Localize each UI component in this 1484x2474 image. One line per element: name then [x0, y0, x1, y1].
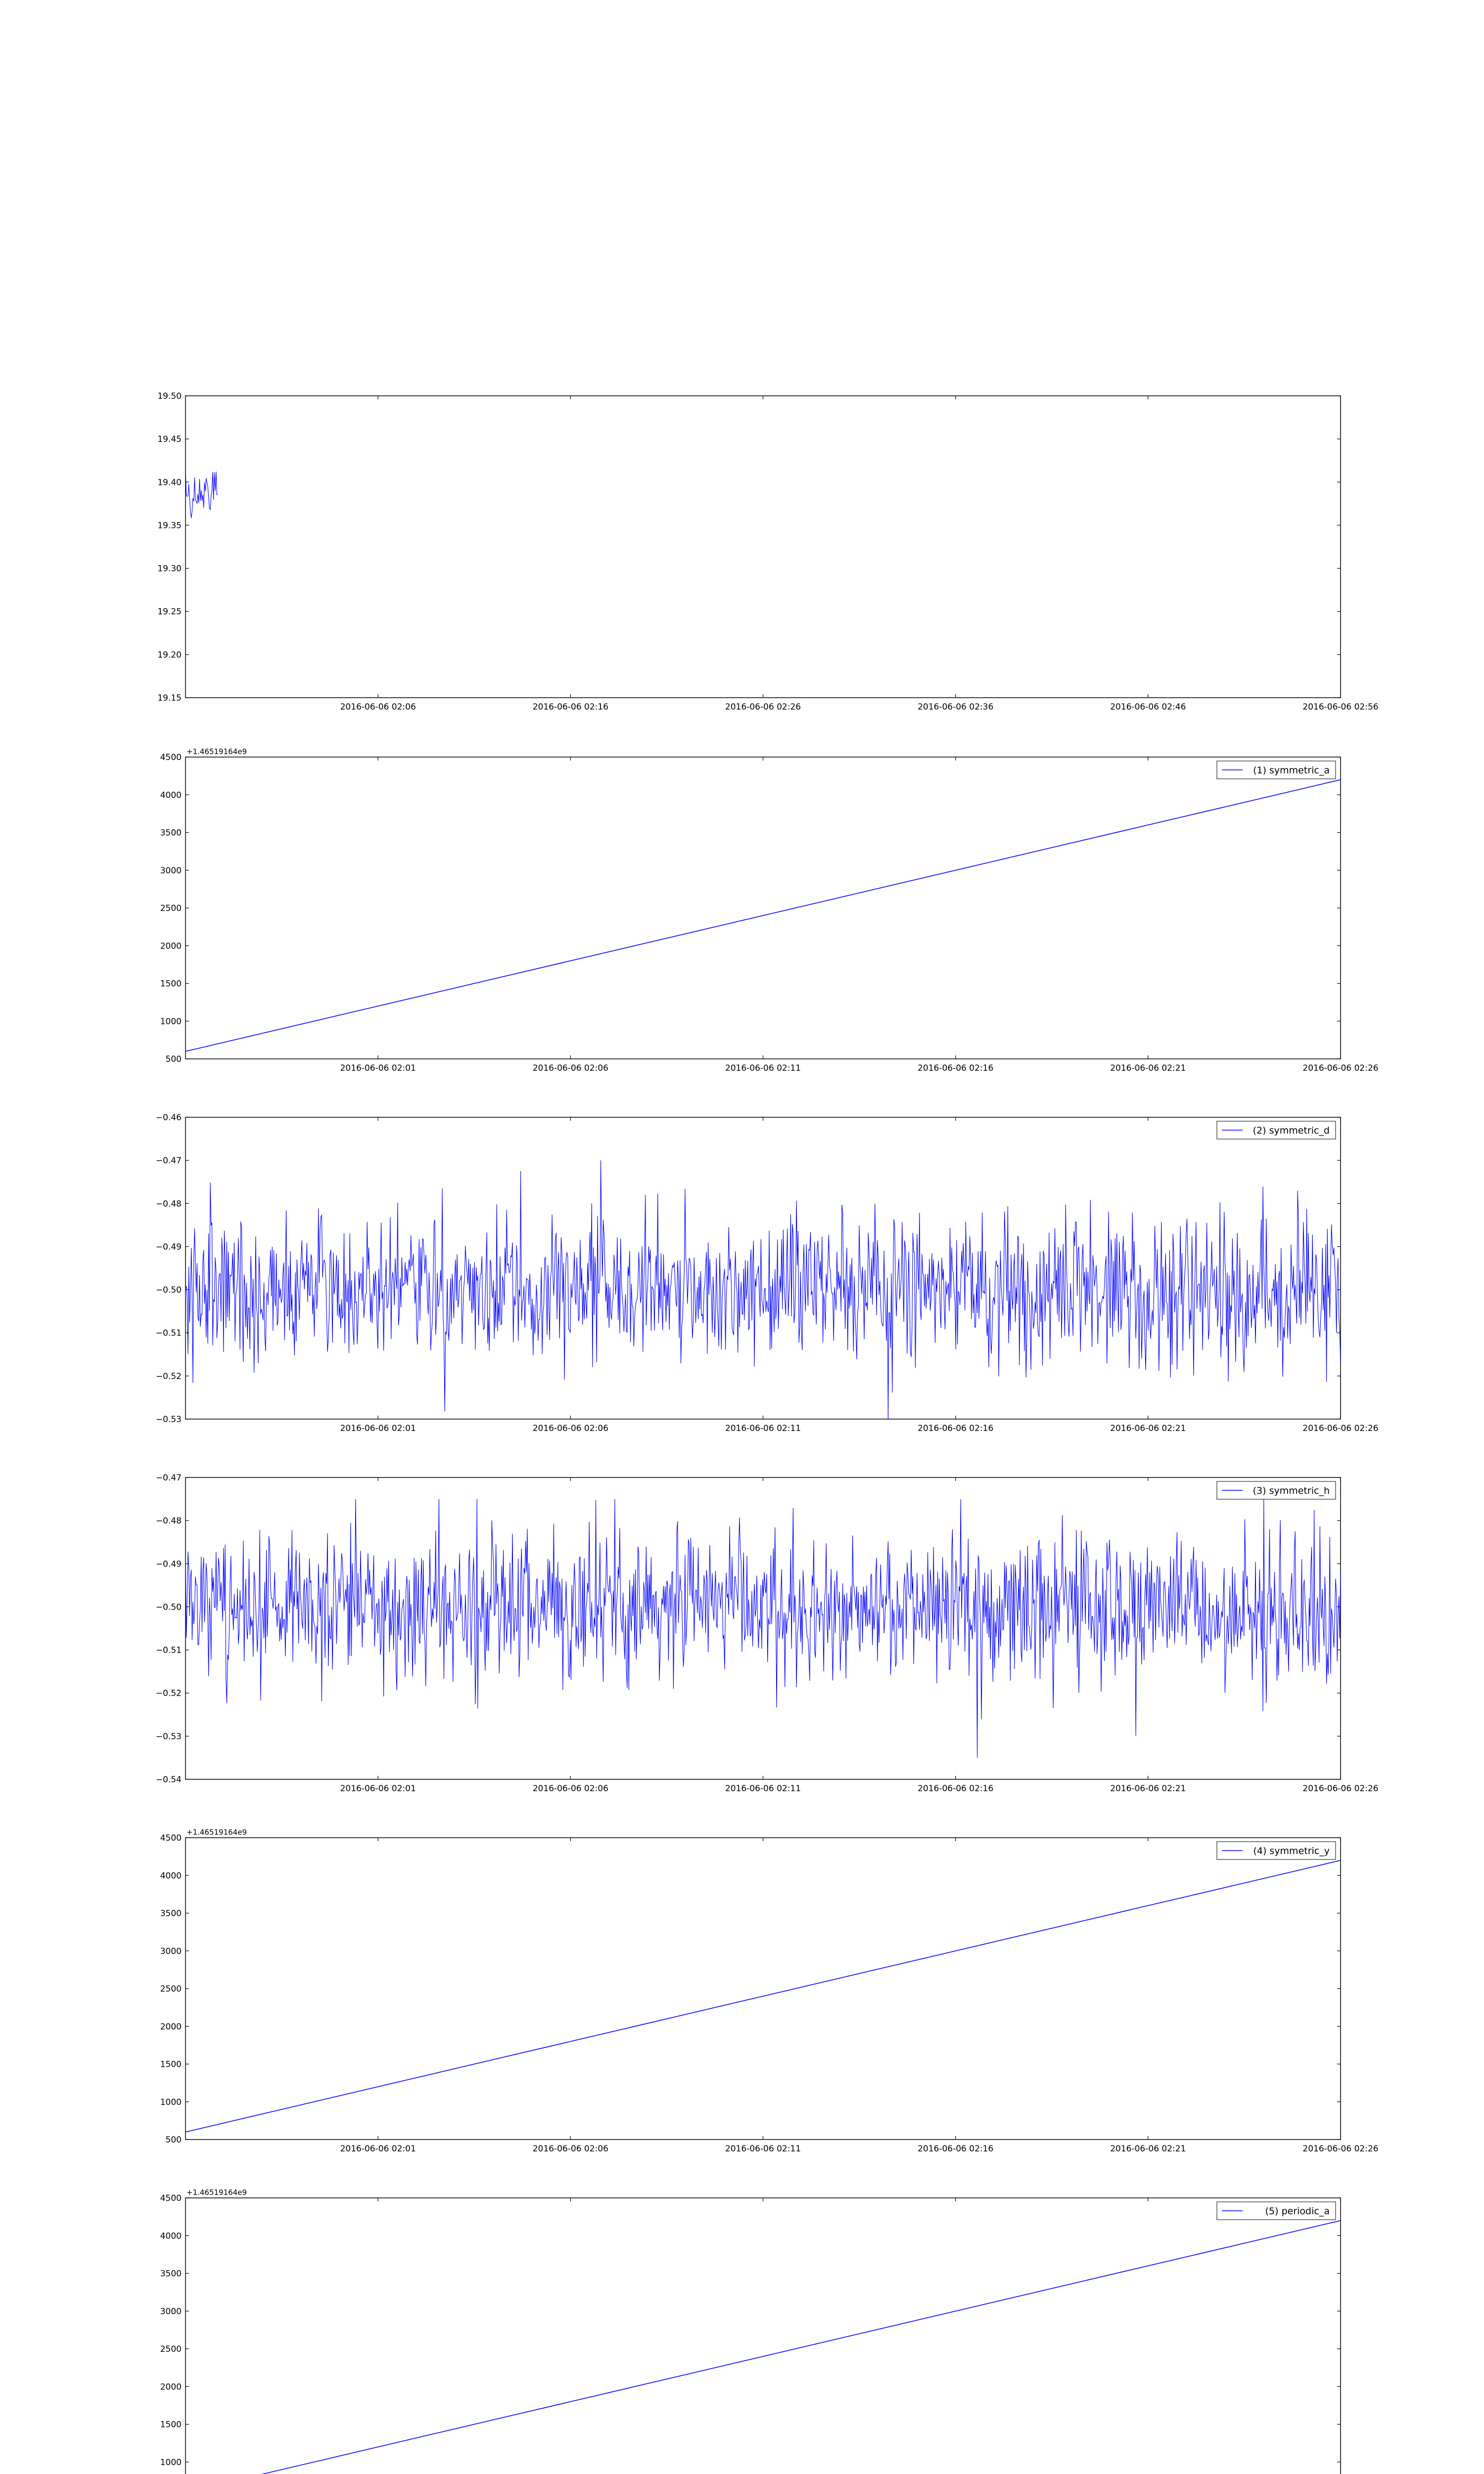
- legend: [1217, 1121, 1336, 1139]
- legend: [1217, 1481, 1336, 1499]
- y-tick-label: 500: [165, 2135, 182, 2145]
- y-tick-label: 4000: [160, 1871, 182, 1881]
- x-tick-label: 2016-06-06 02:11: [725, 1784, 801, 1794]
- x-tick-label: 2016-06-06 02:46: [1110, 702, 1186, 712]
- y-tick-label: −0.47: [155, 1156, 182, 1166]
- x-tick-label: 2016-06-06 02:21: [1110, 1063, 1186, 1073]
- y-tick-label: −0.49: [155, 1242, 182, 1252]
- x-tick-label: 2016-06-06 02:01: [340, 1424, 416, 1433]
- y-tick-label: 2500: [160, 904, 182, 913]
- y-tick-label: 1000: [160, 2457, 182, 2468]
- x-tick-label: 2016-06-06 02:16: [918, 1424, 994, 1433]
- y-tick-label: −0.50: [155, 1285, 182, 1295]
- y-tick-label: −0.48: [155, 1199, 182, 1209]
- legend: [1217, 1842, 1336, 1859]
- y-tick-label: 3500: [160, 2269, 182, 2279]
- x-tick-label: 2016-06-06 02:36: [918, 702, 994, 712]
- x-tick-label: 2016-06-06 02:06: [340, 702, 416, 712]
- y-tick-label: −0.50: [155, 1602, 182, 1613]
- y-tick-label: 19.15: [157, 693, 182, 703]
- y-tick-label: −0.52: [155, 1688, 182, 1699]
- x-tick-label: 2016-06-06 02:11: [725, 2144, 801, 2154]
- y-tick-label: −0.53: [155, 1731, 182, 1742]
- y-tick-label: 4000: [160, 2231, 182, 2241]
- y-tick-label: −0.48: [155, 1516, 182, 1526]
- y-tick-label: 1000: [160, 1016, 182, 1027]
- y-tick-label: 2500: [160, 2344, 182, 2354]
- y-tick-label: −0.46: [155, 1113, 182, 1123]
- y-tick-label: −0.54: [155, 1775, 182, 1785]
- x-tick-label: 2016-06-06 02:06: [532, 2144, 608, 2154]
- y-tick-label: 2000: [160, 2022, 182, 2032]
- x-tick-label: 2016-06-06 02:16: [532, 702, 608, 712]
- x-tick-label: 2016-06-06 02:06: [532, 1784, 608, 1794]
- legend-label: (1) symmetric_a: [1253, 765, 1330, 776]
- y-tick-label: 19.40: [157, 477, 182, 488]
- x-tick-label: 2016-06-06 02:21: [1110, 1424, 1186, 1433]
- y-tick-label: 19.45: [157, 434, 182, 445]
- legend-label: (2) symmetric_d: [1252, 1125, 1330, 1136]
- legend: [1217, 761, 1336, 779]
- y-tick-label: 2500: [160, 1984, 182, 1994]
- y-tick-label: 2000: [160, 2382, 182, 2392]
- y-tick-label: −0.47: [155, 1473, 182, 1483]
- y-tick-label: 3500: [160, 828, 182, 838]
- legend: [1217, 2202, 1336, 2220]
- x-tick-label: 2016-06-06 02:11: [725, 1424, 801, 1433]
- x-tick-label: 2016-06-06 02:26: [1302, 1784, 1379, 1794]
- legend-label: (4) symmetric_y: [1253, 1846, 1330, 1856]
- x-tick-label: 2016-06-06 02:16: [918, 1784, 994, 1794]
- y-tick-label: −0.51: [155, 1328, 182, 1338]
- x-tick-label: 2016-06-06 02:06: [532, 1063, 608, 1073]
- x-tick-label: 2016-06-06 02:26: [1302, 1063, 1379, 1073]
- x-tick-label: 2016-06-06 02:21: [1110, 1784, 1186, 1794]
- x-tick-label: 2016-06-06 02:26: [725, 702, 801, 712]
- y-tick-label: 1500: [160, 2059, 182, 2070]
- y-tick-label: −0.52: [155, 1371, 182, 1381]
- y-tick-label: 3000: [160, 865, 182, 876]
- x-tick-label: 2016-06-06 02:26: [1302, 1424, 1379, 1433]
- legend-label: (5) periodic_a: [1265, 2206, 1330, 2217]
- y-tick-label: 3000: [160, 2306, 182, 2317]
- y-tick-label: 4500: [160, 753, 182, 762]
- y-tick-label: 4500: [160, 1833, 182, 1843]
- axis-offset-label: +1.46519164e9: [186, 1828, 247, 1837]
- y-tick-label: 19.50: [157, 391, 182, 401]
- x-tick-label: 2016-06-06 02:01: [340, 2144, 416, 2154]
- x-tick-label: 2016-06-06 02:01: [340, 1063, 416, 1073]
- x-tick-label: 2016-06-06 02:26: [1302, 2144, 1379, 2154]
- y-tick-label: 1000: [160, 2097, 182, 2107]
- x-tick-label: 2016-06-06 02:01: [340, 1784, 416, 1794]
- y-tick-label: 2000: [160, 941, 182, 952]
- legend-label: (3) symmetric_h: [1252, 1485, 1330, 1496]
- y-tick-label: 19.20: [157, 650, 182, 660]
- y-tick-label: 3500: [160, 1908, 182, 1919]
- y-tick-label: 19.30: [157, 564, 182, 574]
- x-tick-label: 2016-06-06 02:21: [1110, 2144, 1186, 2154]
- x-tick-label: 2016-06-06 02:06: [532, 1424, 608, 1433]
- x-tick-label: 2016-06-06 02:16: [918, 1063, 994, 1073]
- y-tick-label: 1500: [160, 2420, 182, 2430]
- y-tick-label: 19.35: [157, 521, 182, 531]
- y-tick-label: 1500: [160, 979, 182, 989]
- y-tick-label: −0.49: [155, 1559, 182, 1570]
- x-tick-label: 2016-06-06 02:56: [1302, 702, 1379, 712]
- axis-offset-label: +1.46519164e9: [186, 2188, 247, 2197]
- y-tick-label: 19.25: [157, 607, 182, 617]
- y-tick-label: −0.51: [155, 1645, 182, 1656]
- y-tick-label: 4000: [160, 790, 182, 801]
- y-tick-label: 500: [165, 1054, 182, 1064]
- y-tick-label: 3000: [160, 1946, 182, 1956]
- y-tick-label: −0.53: [155, 1415, 182, 1425]
- y-tick-label: 4500: [160, 2193, 182, 2203]
- axis-offset-label: +1.46519164e9: [186, 747, 247, 756]
- x-tick-label: 2016-06-06 02:11: [725, 1063, 801, 1073]
- x-tick-label: 2016-06-06 02:16: [918, 2144, 994, 2154]
